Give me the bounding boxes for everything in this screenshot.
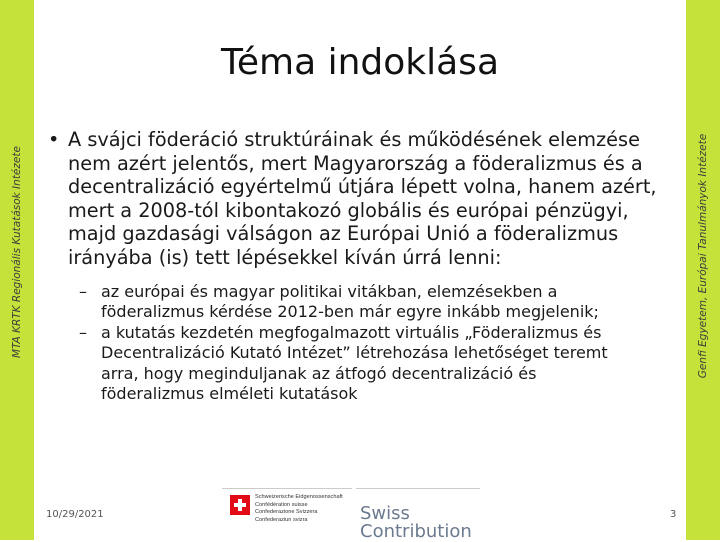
brand-line-swiss: Swiss — [360, 503, 410, 524]
confederation-line: Schweizerische Eidgenossenschaft — [255, 494, 343, 500]
main-bullet-text: A svájci föderáció struktúráinak és működésének elemzése nem azért jelentős, mert Magyarország a föderalizmus és a decentralizáció egyértelmű útjára lépett volna, hanem azért, mert a 2008-tól kibontakozó globális és európai pénzügyi, majd gazdasági válságon az Európai Unió a föderalizmus irányába (is) tett lépésekkel kíván úrrá lenni: — [68, 128, 657, 269]
bullet-mark: • — [48, 128, 60, 151]
dash-mark: – — [79, 322, 87, 342]
sub-bullet-text: az európai és magyar politikai vitákban, elemzésekben a föderalizmus kérdése 2012-ben már egyre inkább megjelenik; — [101, 281, 599, 322]
confederation-line: Confédération suisse — [255, 501, 308, 508]
confederation-names — [255, 494, 343, 524]
main-bullet — [48, 128, 678, 270]
right-institution-label: Genfi Egyetem, Európai Tanulmányok Intézete — [697, 133, 709, 379]
footer-date: 10/29/2021 — [46, 509, 104, 520]
confederation-block — [222, 488, 352, 541]
brand-line-contribution: Contribution — [360, 521, 472, 542]
swiss-contribution-logo — [222, 488, 480, 540]
slide-content — [48, 128, 678, 405]
dash-mark: – — [79, 281, 87, 301]
brand-block — [356, 488, 480, 541]
sub-bullet — [48, 282, 678, 323]
page-number: 3 — [670, 509, 677, 520]
slide-title: Téma indoklása — [220, 42, 499, 83]
left-institution-label: MTA KRTK Regionális Kutatások Intézete — [11, 146, 23, 358]
confederation-line: Confederaziun svizra — [255, 516, 308, 523]
sub-bullet-text: a kutatás kezdetén megfogalmazott virtuális „Föderalizmus és Decentralizáció Kutató Intézet” létrehozása lehetőséget teremt arra, hogy meginduljanak az átfogó decentralizáció és föderalizmus elméleti kutatások — [101, 322, 608, 404]
swiss-flag-icon — [230, 495, 250, 515]
confederation-line: Confederazione Svizzera — [255, 509, 318, 516]
sub-bullet — [48, 323, 678, 405]
